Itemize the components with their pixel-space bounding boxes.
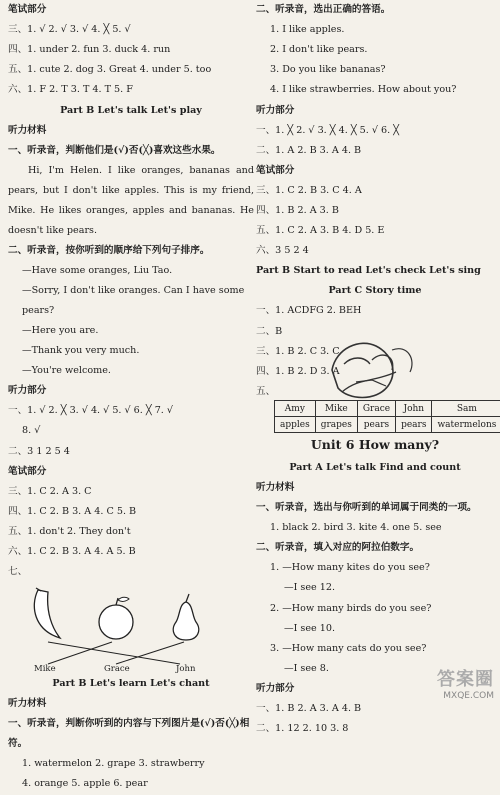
answer-line: 二、B xyxy=(256,322,494,342)
dialogue-line: 1. —How many kites do you see? xyxy=(256,558,494,578)
match-line xyxy=(48,642,112,664)
section-heading: 听力材料 xyxy=(8,694,254,714)
watermark-logo-icon xyxy=(312,320,432,410)
answer-line: 三、1. C 2. B 3. C 4. A xyxy=(256,181,494,201)
answer-line: 三、1. C 2. A 3. C xyxy=(8,482,254,502)
name-label-mike: Mike xyxy=(34,664,56,674)
table-cell: Mike xyxy=(315,401,357,417)
question-prompt: 一、听录音，选出与你听到的单词属于同类的一项。 xyxy=(256,494,494,522)
answer-line: 四、1. B 2. A 3. B xyxy=(256,201,494,221)
dialogue-line: —I see 12. xyxy=(256,578,494,598)
apple-icon xyxy=(99,605,133,639)
dialogue-line: —Thank you very much. xyxy=(8,341,254,361)
table-cell: pears xyxy=(357,417,395,433)
section-heading: 听力部分 xyxy=(8,381,254,401)
dialogue-line: 3. —How many cats do you see? xyxy=(256,639,494,659)
part-heading: Part B Let's learn Let's chant xyxy=(8,674,254,694)
answer-line: 六、1. F 2. T 3. T 4. T 5. F xyxy=(8,80,254,100)
answer-line: 三、1. B 2. C 3. C xyxy=(256,342,494,362)
section-heading: 听力材料 xyxy=(8,121,254,141)
dialogue-line: 4. I like strawberries. How about you? xyxy=(256,80,494,100)
dialogue-line: —Sorry, I don't like oranges. Can I have some pears? xyxy=(8,277,254,325)
dialogue-line: —I see 10. xyxy=(256,619,494,639)
corner-watermark-title: 答案圈 xyxy=(437,665,494,691)
answer-line: 五、1. don't 2. They don't xyxy=(8,522,254,542)
answer-line: 七、 xyxy=(8,562,254,582)
answer-line: 四、1. C 2. B 3. A 4. C 5. B xyxy=(8,502,254,522)
section-heading: 听力部分 xyxy=(256,679,494,699)
fruit-matching-drawing xyxy=(8,582,254,674)
match-line xyxy=(116,642,184,664)
answer-line: 二、3 1 2 5 4 xyxy=(8,442,254,462)
answer-line: 一、1. √ 2. ╳ 3. √ 4. √ 5. √ 6. ╳ 7. √ xyxy=(8,401,254,421)
banana-icon xyxy=(34,590,60,638)
dialogue-line: —You're welcome. xyxy=(8,361,254,381)
question-prompt: 二、听录音，选出正确的答语。 xyxy=(256,0,494,20)
answer-line: 4. orange 5. apple 6. pear xyxy=(8,774,254,794)
listening-passage: Hi, I'm Helen. I like oranges, bananas and pears, but I don't like apples. This is my friend, Mike. He likes oranges, apples and bananas. He doesn't like pears. xyxy=(8,157,254,245)
answer-line: 五、 xyxy=(256,382,494,402)
answer-line: 二、1. 12 2. 10 3. 8 xyxy=(256,719,494,739)
answer-line: 二、1. A 2. B 3. A 4. B xyxy=(256,141,494,161)
table-cell: grapes xyxy=(315,417,357,433)
dialogue-line: 1. I like apples. xyxy=(256,20,494,40)
answer-line: 四、1. B 2. D 3. A xyxy=(256,362,494,382)
answer-line: 五、1. cute 2. dog 3. Great 4. under 5. too xyxy=(8,60,254,80)
part-heading: Part B Let's talk Let's play xyxy=(8,100,254,120)
answer-line: 六、3 5 2 4 xyxy=(256,241,494,261)
section-heading: 笔试部分 xyxy=(8,0,254,20)
answer-line: 三、1. √ 2. √ 3. √ 4. ╳ 5. √ xyxy=(8,20,254,40)
table-cell: watermelons xyxy=(432,417,500,433)
answer-line: 8. √ xyxy=(8,421,254,441)
table-cell: pears xyxy=(396,417,432,433)
table-cell: John xyxy=(396,401,432,417)
table-cell: Grace xyxy=(357,401,395,417)
dialogue-line: —Here you are. xyxy=(8,321,254,341)
name-label-grace: Grace xyxy=(104,664,130,674)
answer-line: 1. watermelon 2. grape 3. strawberry xyxy=(8,754,254,774)
dialogue-line: —I see 8. xyxy=(256,659,494,679)
corner-watermark xyxy=(437,665,494,701)
corner-watermark-url: MXQE.COM xyxy=(437,691,494,701)
answer-line: 五、1. C 2. A 3. B 4. D 5. E xyxy=(256,221,494,241)
question-prompt: 一、听录音，判断他们是(√)否(╳)喜欢这些水果。 xyxy=(8,141,254,161)
dialogue-line: 2. —How many birds do you see? xyxy=(256,599,494,619)
section-heading: 笔试部分 xyxy=(8,462,254,482)
part-heading: Part B Start to read Let's check Let's sing xyxy=(256,261,494,281)
dialogue-line: 3. Do you like bananas? xyxy=(256,60,494,80)
question-prompt: 一、听录音，判断你听到的内容与下列图片是(√)否(╳)相符。 xyxy=(8,710,254,758)
answer-line: 六、1. C 2. B 3. A 4. A 5. B xyxy=(8,542,254,562)
question-prompt: 二、听录音，填入对应的阿拉伯数字。 xyxy=(256,538,494,558)
fruit-matching-figure xyxy=(8,582,254,674)
answer-line: 一、1. B 2. A 3. A 4. B xyxy=(256,699,494,719)
part-heading: Part A Let's talk Find and count xyxy=(256,458,494,478)
part-heading: Part C Story time xyxy=(256,281,494,301)
left-column xyxy=(8,0,254,795)
section-heading: 笔试部分 xyxy=(256,161,494,181)
unit-title: Unit 6 How many? xyxy=(256,432,494,458)
table-cell: apples xyxy=(275,417,316,433)
dialogue-line: —Have some oranges, Liu Tao. xyxy=(8,261,254,281)
section-heading: 听力材料 xyxy=(256,478,494,498)
question-prompt: 二、听录音，按你听到的顺序给下列句子排序。 xyxy=(8,241,254,261)
answer-line: 1. black 2. bird 3. kite 4. one 5. see xyxy=(256,518,494,538)
answer-line: 一、1. ╳ 2. √ 3. ╳ 4. ╳ 5. √ 6. ╳ xyxy=(256,121,494,141)
section-heading: 听力部分 xyxy=(256,100,494,120)
answer-line: 四、1. under 2. fun 3. duck 4. run xyxy=(8,40,254,60)
answer-line: 一、1. ACDFG 2. BEH xyxy=(256,301,494,321)
match-line xyxy=(48,642,180,664)
name-label-john: John xyxy=(176,664,195,674)
table-cell: Sam xyxy=(432,401,500,417)
table-row xyxy=(275,417,500,433)
table-cell: Amy xyxy=(275,401,316,417)
pear-icon xyxy=(173,602,199,640)
dialogue-line: 2. I don't like pears. xyxy=(256,40,494,60)
